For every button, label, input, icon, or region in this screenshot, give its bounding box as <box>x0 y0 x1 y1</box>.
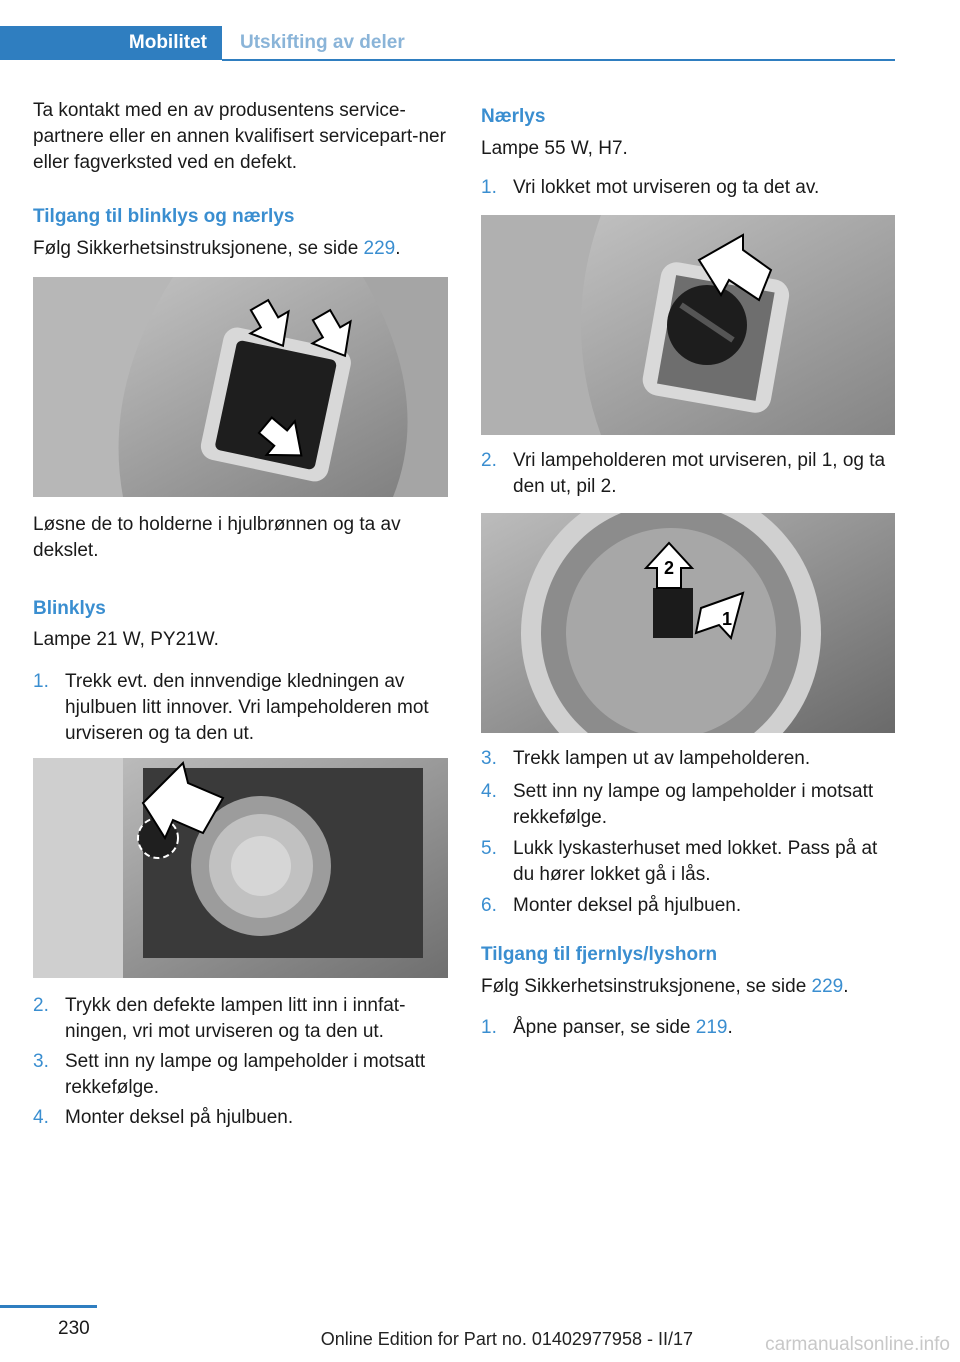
list-item <box>481 779 896 831</box>
step-text: Sett inn ny lampe og lampeholder i motsatt rekkefølge. <box>513 781 874 828</box>
section-label: Mobilitet <box>128 32 207 53</box>
step-number: 6. <box>481 895 497 916</box>
access-text-end: . <box>395 238 401 259</box>
high-beam-page-link[interactable]: 229 <box>811 976 844 997</box>
caption-remove-cover: Løsne de to holderne i hjulbrønnen og ta av dekslet. <box>33 514 401 561</box>
arrow-label-2: 2 <box>663 558 675 578</box>
step-number: 4. <box>481 781 497 802</box>
watermark: carmanualsonline.info <box>765 1334 950 1355</box>
step-number: 2. <box>481 450 497 471</box>
step-text-body: Åpne panser, se side <box>513 1017 696 1038</box>
step-text: Trykk den defekte lampen litt inn i innfat-ningen, vri mot urviseren og ta den ut. <box>65 995 406 1042</box>
step-text: Sett inn ny lampe og lampeholder i motsatt rekkefølge. <box>65 1051 426 1098</box>
access-page-link[interactable]: 229 <box>363 238 396 259</box>
bonnet-page-link[interactable]: 219 <box>695 1017 728 1038</box>
intro-text: Ta kontakt med en av produsentens service-partnere eller en annen kvalifisert servicepart-ner eller fagverksted ved en defekt. <box>33 100 446 173</box>
access-heading: Tilgang til blinklys og nærlys <box>33 206 295 227</box>
list-item <box>481 175 896 201</box>
step-number: 1. <box>33 671 49 692</box>
chapter-tab[interactable] <box>222 26 405 60</box>
edition-text: Online Edition for Part no. 01402977958 - II/17 <box>320 1329 693 1349</box>
step-text: Lukk lyskasterhuset med lokket. Pass på at du hører lokket gå i lås. <box>513 838 878 885</box>
list-item <box>481 893 896 919</box>
step-text: Monter deksel på hjulbuen. <box>65 1107 294 1128</box>
section-tab[interactable] <box>0 26 222 60</box>
step-number: 3. <box>33 1051 49 1072</box>
blink-heading: Blinklys <box>33 598 106 619</box>
step-number: 1. <box>481 1017 497 1038</box>
step-text: Trekk lampen ut av lampeholderen. <box>513 748 811 769</box>
step-text: Vri lampeholderen mot urviseren, pil 1, og ta den ut, pil 2. <box>513 450 886 497</box>
wheel-well-cover-photo <box>33 277 448 497</box>
chapter-label: Utskifting av deler <box>240 32 405 53</box>
access-text <box>33 236 448 262</box>
low-beam-heading: Nærlys <box>481 106 546 127</box>
step-number: 5. <box>481 838 497 859</box>
blinker-holder-photo <box>33 758 448 978</box>
low-beam-lamp-spec: Lampe 55 W, H7. <box>481 138 628 159</box>
header-rule <box>222 59 895 61</box>
footer-rule <box>0 1305 97 1308</box>
access-text-body: Følg Sikkerhetsinstruksjonene, se side <box>33 238 364 259</box>
high-beam-text <box>481 974 896 1000</box>
high-beam-text-body: Følg Sikkerhetsinstruksjonene, se side <box>481 976 812 997</box>
step-number: 2. <box>33 995 49 1016</box>
list-item <box>33 1049 448 1101</box>
headlight-cap-photo <box>481 215 895 435</box>
step-text-end: . <box>727 1017 733 1038</box>
step-number: 3. <box>481 748 497 769</box>
step-number: 4. <box>33 1107 49 1128</box>
list-item <box>481 836 896 888</box>
blink-lamp-spec: Lampe 21 W, PY21W. <box>33 629 219 650</box>
high-beam-heading: Tilgang til fjernlys/lyshorn <box>481 944 718 965</box>
step-text: Trekk evt. den innvendige kledningen av hjulbuen litt innover. Vri lampeholderen mot urviseren og ta den ut. <box>65 671 429 744</box>
list-item <box>33 1105 448 1131</box>
page-number: 230 <box>58 1318 90 1339</box>
lamp-holder-arrows-photo <box>481 513 895 733</box>
step-number: 1. <box>481 177 497 198</box>
list-item <box>33 993 448 1045</box>
high-beam-text-end: . <box>843 976 849 997</box>
list-item <box>33 669 448 747</box>
list-item <box>481 448 896 500</box>
arrow-label-1: 1 <box>721 609 733 629</box>
step-text: Vri lokket mot urviseren og ta det av. <box>513 177 820 198</box>
list-item <box>481 1015 896 1041</box>
step-text <box>513 1015 896 1041</box>
list-item <box>481 746 896 772</box>
step-text: Monter deksel på hjulbuen. <box>513 895 742 916</box>
